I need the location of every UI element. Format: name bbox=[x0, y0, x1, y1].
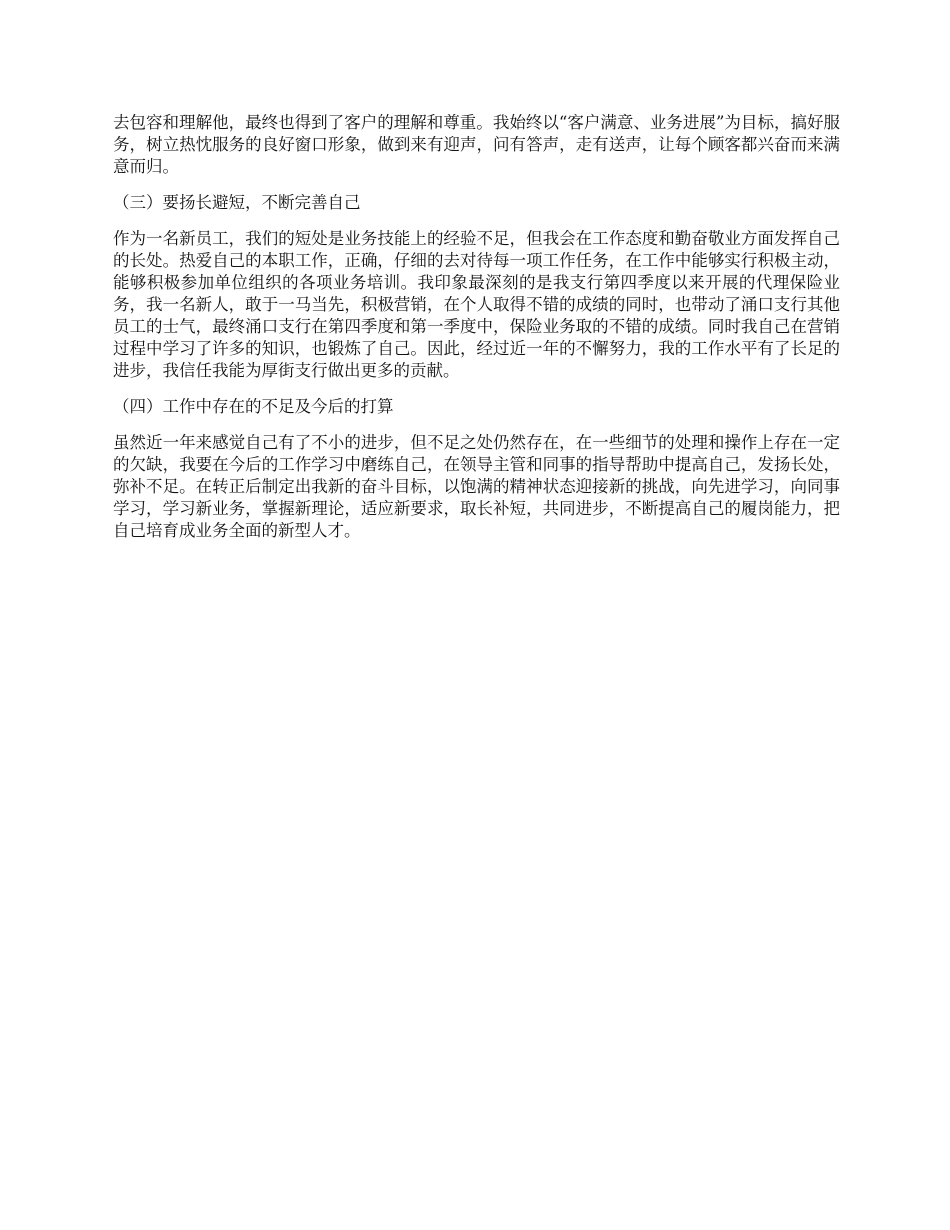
section-heading-four: （四）工作中存在的不足及今后的打算 bbox=[113, 397, 394, 416]
section-heading-three: （三）要扬长避短，不断完善自己 bbox=[113, 193, 361, 212]
paragraph-service-goal: 去包容和理解他，最终也得到了客户的理解和尊重。我始终以“客户满意、业务进展”为目标，搞好服务，树立热忱服务的良好窗口形象，做到来有迎声，问有答声，走有送声，让每个顾客都兴奋而来满意而归。 bbox=[113, 113, 840, 176]
document-page bbox=[113, 112, 840, 556]
paragraph-shortcomings-plans: 虽然近一年来感觉自己有了不小的进步，但不足之处仍然存在，在一些细节的处理和操作上存在一定的欠缺，我要在今后的工作学习中磨练自己，在领导主管和同事的指导帮助中提高自己，发扬长处，弥补不足。在转正后制定出我新的奋斗目标，以饱满的精神状态迎接新的挑战，向先进学习，向同事学习，学习新业务，掌握新理论，适应新要求，取长补短，共同进步，不断提高自己的履岗能力，把自己培育成业务全面的新型人才。 bbox=[113, 433, 840, 540]
paragraph-strengths: 作为一名新员工，我们的短处是业务技能上的经验不足，但我会在工作态度和勤奋敬业方面发挥自己的长处。热爱自己的本职工作，正确，仔细的去对待每一项工作任务，在工作中能够实行积极主动，能够积极参加单位组织的各项业务培训。我印象最深刻的是我支行第四季度以来开展的代理保险业务，我一名新人，敢于一马当先，积极营销，在个人取得不错的成绩的同时，也带动了涌口支行其他员工的士气，最终涌口支行在第四季度和第一季度中，保险业务取的不错的成绩。同时我自己在营销过程中学习了许多的知识，也锻炼了自己。因此，经过近一年的不懈努力，我的工作水平有了长足的进步，我信任我能为厚街支行做出更多的贡献。 bbox=[113, 229, 840, 380]
